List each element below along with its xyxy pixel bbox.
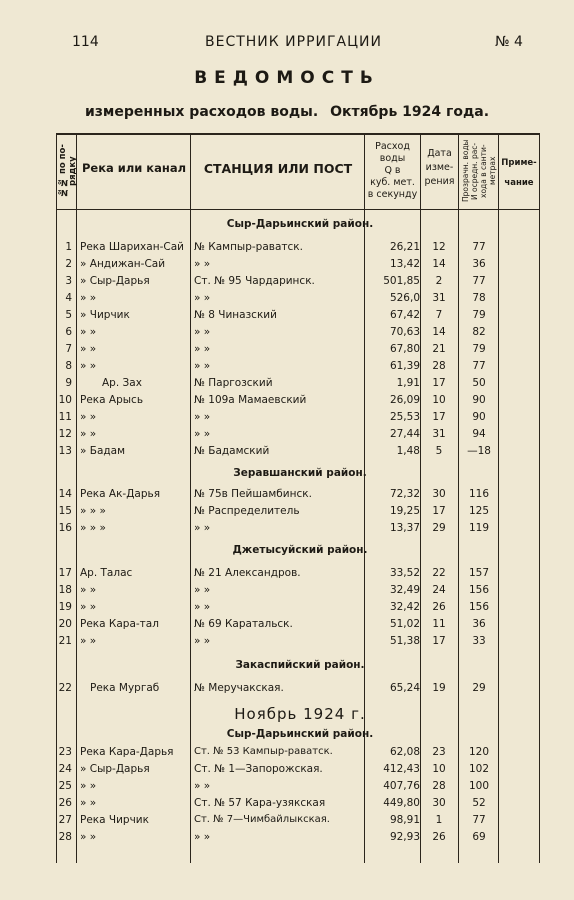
row-discharge: 412,43: [383, 763, 420, 775]
table-row: [56, 682, 540, 699]
row-discharge: 67,80: [389, 343, 420, 355]
row-station: № Меручакская.: [194, 682, 284, 694]
row-station: № 21 Александров.: [194, 567, 301, 579]
table-top-border: [56, 133, 540, 135]
row-station: Ст. № 95 Чардаринск.: [194, 275, 315, 287]
row-river: » »: [80, 780, 97, 792]
table-row: [56, 567, 540, 584]
table-row: [56, 488, 540, 505]
table-row: [56, 411, 540, 428]
table-row: [56, 618, 540, 635]
row-discharge: 526,0: [389, 292, 420, 304]
row-station: № Бадамский: [194, 445, 270, 457]
table-row: [56, 360, 540, 377]
row-station: » »: [194, 326, 211, 338]
row-date: 2: [435, 275, 443, 287]
row-station: » »: [194, 428, 211, 440]
row-date: 19: [432, 682, 446, 694]
row-station: » »: [194, 411, 211, 423]
row-date: 28: [432, 360, 446, 372]
row-river: » Сыр-Дарья: [80, 275, 150, 287]
row-number: 26: [58, 797, 72, 809]
row-station: » »: [194, 780, 211, 792]
row-transparency: 50: [472, 377, 486, 389]
row-date: 26: [432, 831, 446, 843]
row-river: Ар. Зах: [102, 377, 142, 389]
row-river: » »: [80, 831, 97, 843]
header-date: [421, 147, 458, 189]
row-discharge: 25,53: [389, 411, 420, 423]
row-number: 10: [58, 394, 72, 406]
row-transparency: —18: [467, 445, 491, 457]
row-river: » Андижан-Сай: [80, 258, 166, 270]
document-subtitle: [0, 104, 574, 120]
row-river: » »: [80, 797, 97, 809]
row-date: 30: [432, 797, 446, 809]
row-number: 13: [58, 445, 72, 457]
row-river: » »: [80, 635, 97, 647]
row-station: № 109а Мамаевский: [194, 394, 307, 406]
row-river: » Чирчик: [80, 309, 130, 321]
row-discharge: 33,52: [389, 567, 420, 579]
table-row: [56, 258, 540, 275]
table-row: [56, 601, 540, 618]
row-transparency: 94: [472, 428, 486, 440]
header-date-line: Дата: [427, 148, 452, 159]
row-river: » »: [80, 428, 97, 440]
row-date: 30: [432, 488, 446, 500]
row-date: 29: [432, 522, 446, 534]
row-station: № 8 Чиназский: [194, 309, 277, 321]
row-discharge: 70,63: [389, 326, 420, 338]
row-date: 31: [432, 428, 446, 440]
table-row: [56, 326, 540, 343]
row-number: 1: [65, 241, 72, 253]
row-date: 14: [432, 326, 446, 338]
table-row: [56, 394, 540, 411]
row-date: 17: [432, 505, 446, 517]
row-station: Ст. № 7—Чимбайлыкская.: [194, 814, 330, 825]
table-header-border: [56, 209, 540, 210]
table-row: [56, 275, 540, 292]
row-date: 21: [432, 343, 446, 355]
header-discharge-line: куб. мет.: [370, 177, 415, 188]
row-transparency: 90: [472, 411, 486, 423]
row-river: » Бадам: [80, 445, 126, 457]
row-number: 4: [65, 292, 72, 304]
row-river: » » »: [80, 505, 106, 517]
row-number: 19: [58, 601, 72, 613]
row-date: 11: [432, 618, 446, 630]
row-number: 12: [58, 428, 72, 440]
header-station: СТАНЦИЯ ИЛИ ПОСТ: [203, 161, 353, 176]
row-river: » »: [80, 584, 97, 596]
row-river: » »: [80, 343, 97, 355]
row-transparency: 157: [468, 567, 490, 579]
row-transparency: 102: [468, 763, 490, 775]
row-number: 5: [65, 309, 72, 321]
row-date: 17: [432, 635, 446, 647]
row-discharge: 13,37: [389, 522, 420, 534]
table-row: [56, 241, 540, 258]
issue-number: № 4: [495, 34, 523, 50]
row-discharge: 407,76: [383, 780, 420, 792]
table-row: [56, 428, 540, 445]
header-discharge: [365, 141, 420, 201]
section-heading: Зеравшанский район.: [233, 467, 367, 479]
table-row: [56, 831, 540, 848]
row-date: 10: [432, 763, 446, 775]
row-transparency: 119: [468, 522, 490, 534]
row-number: 23: [58, 746, 72, 758]
row-number: 9: [65, 377, 72, 389]
row-station: » »: [194, 635, 211, 647]
row-discharge: 13,42: [389, 258, 420, 270]
row-date: 14: [432, 258, 446, 270]
discharge-table: [56, 133, 540, 863]
row-station: » »: [194, 522, 211, 534]
header-discharge-line: воды: [379, 153, 406, 164]
row-number: 25: [58, 780, 72, 792]
row-river: Ар. Талас: [80, 567, 133, 579]
table-row: [56, 746, 540, 763]
row-transparency: 69: [472, 831, 486, 843]
row-transparency: 77: [472, 275, 486, 287]
row-transparency: 36: [472, 258, 486, 270]
row-station: » »: [194, 292, 211, 304]
row-date: 31: [432, 292, 446, 304]
row-date: 22: [432, 567, 446, 579]
row-station: № Кампыр-раватск.: [194, 241, 303, 253]
row-discharge: 501,85: [383, 275, 420, 287]
row-river: » »: [80, 411, 97, 423]
row-discharge: 32,42: [389, 601, 420, 613]
row-station: » »: [194, 831, 211, 843]
row-date: 1: [435, 814, 443, 826]
section-heading: Джетысуйский район.: [232, 544, 368, 556]
row-date: 26: [432, 601, 446, 613]
row-river: Река Арысь: [80, 394, 144, 406]
table-row: [56, 814, 540, 831]
row-transparency: 125: [468, 505, 490, 517]
row-station: » »: [194, 343, 211, 355]
table-row: [56, 780, 540, 797]
row-date: 28: [432, 780, 446, 792]
row-number: 11: [58, 411, 72, 423]
header-discharge-line: Расход: [375, 141, 410, 152]
header-transparency: Прозрачн. воды И осредн. рас-хода в санти-метрах: [461, 139, 497, 203]
row-number: 2: [65, 258, 72, 270]
table-row: [56, 505, 540, 522]
row-station: Ст. № 53 Кампыр-раватск.: [194, 746, 333, 757]
row-river: Река Чирчик: [80, 814, 149, 826]
row-transparency: 29: [472, 682, 486, 694]
row-discharge: 1,91: [396, 377, 420, 389]
header-number: №№ по по-рядку: [58, 144, 78, 198]
header-notes-line: чание: [504, 178, 534, 188]
row-river: Река Мургаб: [90, 682, 160, 694]
table-row: [56, 343, 540, 360]
row-station: Ст. № 1—Запорожская.: [194, 763, 323, 775]
row-transparency: 79: [472, 343, 486, 355]
row-discharge: 449,80: [383, 797, 420, 809]
table-row: [56, 797, 540, 814]
row-station: № Распределитель: [194, 505, 300, 517]
row-station: № 69 Каратальск.: [194, 618, 293, 630]
row-transparency: 33: [472, 635, 486, 647]
row-discharge: 32,49: [389, 584, 420, 596]
section-heading: Закаспийский район.: [235, 659, 365, 671]
row-date: 12: [432, 241, 446, 253]
row-number: 8: [65, 360, 72, 372]
page-number: 114: [72, 34, 99, 50]
table-row: [56, 292, 540, 309]
row-transparency: 78: [472, 292, 486, 304]
row-river: » »: [80, 601, 97, 613]
row-number: 3: [65, 275, 72, 287]
row-date: 10: [432, 394, 446, 406]
subtitle-part-1: измеренных расходов воды.: [84, 104, 319, 120]
row-discharge: 98,91: [389, 814, 420, 826]
row-number: 6: [65, 326, 72, 338]
row-station: » »: [194, 258, 211, 270]
row-transparency: 77: [472, 360, 486, 372]
row-discharge: 1,48: [396, 445, 420, 457]
row-river: Река Кара-Дарья: [80, 746, 174, 758]
row-number: 24: [58, 763, 72, 775]
row-river: Река Ак-Дарья: [80, 488, 161, 500]
row-number: 27: [58, 814, 72, 826]
section-heading: Сыр-Дарьинский район.: [226, 218, 374, 230]
row-transparency: 156: [468, 601, 490, 613]
table-row: [56, 309, 540, 326]
row-discharge: 51,38: [389, 635, 420, 647]
table-row: [56, 522, 540, 539]
header-date-line: рения: [424, 176, 455, 187]
table-row: [56, 445, 540, 462]
row-transparency: 156: [468, 584, 490, 596]
row-discharge: 72,32: [389, 488, 420, 500]
row-date: 5: [435, 445, 443, 457]
header-discharge-line: Q в: [384, 165, 401, 176]
row-river: Река Шарихан-Сай: [80, 241, 184, 253]
row-transparency: 36: [472, 618, 486, 630]
row-transparency: 77: [472, 241, 486, 253]
row-date: 24: [432, 584, 446, 596]
row-transparency: 77: [472, 814, 486, 826]
row-number: 17: [58, 567, 72, 579]
row-date: 17: [432, 411, 446, 423]
row-number: 28: [58, 831, 72, 843]
row-date: 17: [432, 377, 446, 389]
row-discharge: 61,39: [389, 360, 420, 372]
row-number: 15: [58, 505, 72, 517]
row-transparency: 79: [472, 309, 486, 321]
document-title: ВЕДОМОСТЬ: [194, 68, 380, 88]
row-station: Ст. № 57 Кара-узякская: [194, 797, 326, 809]
table-row: [56, 377, 540, 394]
section-heading: Сыр-Дарьинский район.: [226, 728, 374, 740]
row-date: 23: [432, 746, 446, 758]
table-row: [56, 584, 540, 601]
table-row: [56, 763, 540, 780]
row-number: 22: [58, 682, 72, 694]
row-transparency: 120: [468, 746, 490, 758]
row-river: » Сыр-Дарья: [80, 763, 150, 775]
row-station: № Паргозский: [194, 377, 273, 389]
row-transparency: 52: [472, 797, 486, 809]
row-discharge: 92,93: [389, 831, 420, 843]
row-discharge: 27,44: [389, 428, 420, 440]
row-number: 20: [58, 618, 72, 630]
row-river: » »: [80, 292, 97, 304]
header-river: Река или канал: [81, 161, 187, 175]
row-discharge: 62,08: [389, 746, 420, 758]
row-number: 16: [58, 522, 72, 534]
row-transparency: 82: [472, 326, 486, 338]
row-transparency: 90: [472, 394, 486, 406]
row-discharge: 67,42: [389, 309, 420, 321]
row-transparency: 116: [468, 488, 490, 500]
subtitle-part-2: Октябрь 1924 года.: [330, 104, 490, 120]
row-discharge: 19,25: [389, 505, 420, 517]
row-date: 7: [435, 309, 443, 321]
running-header: [0, 34, 574, 54]
header-notes-line: Приме-: [501, 158, 537, 168]
header-discharge-line: в секунду: [367, 189, 418, 200]
row-number: 14: [58, 488, 72, 500]
row-station: » »: [194, 584, 211, 596]
header-notes: [499, 153, 539, 193]
row-discharge: 26,21: [389, 241, 420, 253]
row-station: № 75в Пейшамбинск.: [194, 488, 312, 500]
row-river: » »: [80, 326, 97, 338]
row-number: 7: [65, 343, 72, 355]
row-discharge: 26,09: [389, 394, 420, 406]
month-heading: Ноябрь 1924 г.: [234, 705, 366, 723]
row-river: Река Кара-тал: [80, 618, 159, 630]
row-river: » » »: [80, 522, 106, 534]
header-date-line: изме-: [425, 162, 454, 173]
journal-name: ВЕСТНИК ИРРИГАЦИИ: [205, 34, 382, 50]
row-transparency: 100: [468, 780, 490, 792]
row-discharge: 51,02: [389, 618, 420, 630]
row-station: » »: [194, 360, 211, 372]
row-number: 21: [58, 635, 72, 647]
row-number: 18: [58, 584, 72, 596]
row-river: » »: [80, 360, 97, 372]
row-station: » »: [194, 601, 211, 613]
table-row: [56, 635, 540, 652]
row-discharge: 65,24: [389, 682, 420, 694]
